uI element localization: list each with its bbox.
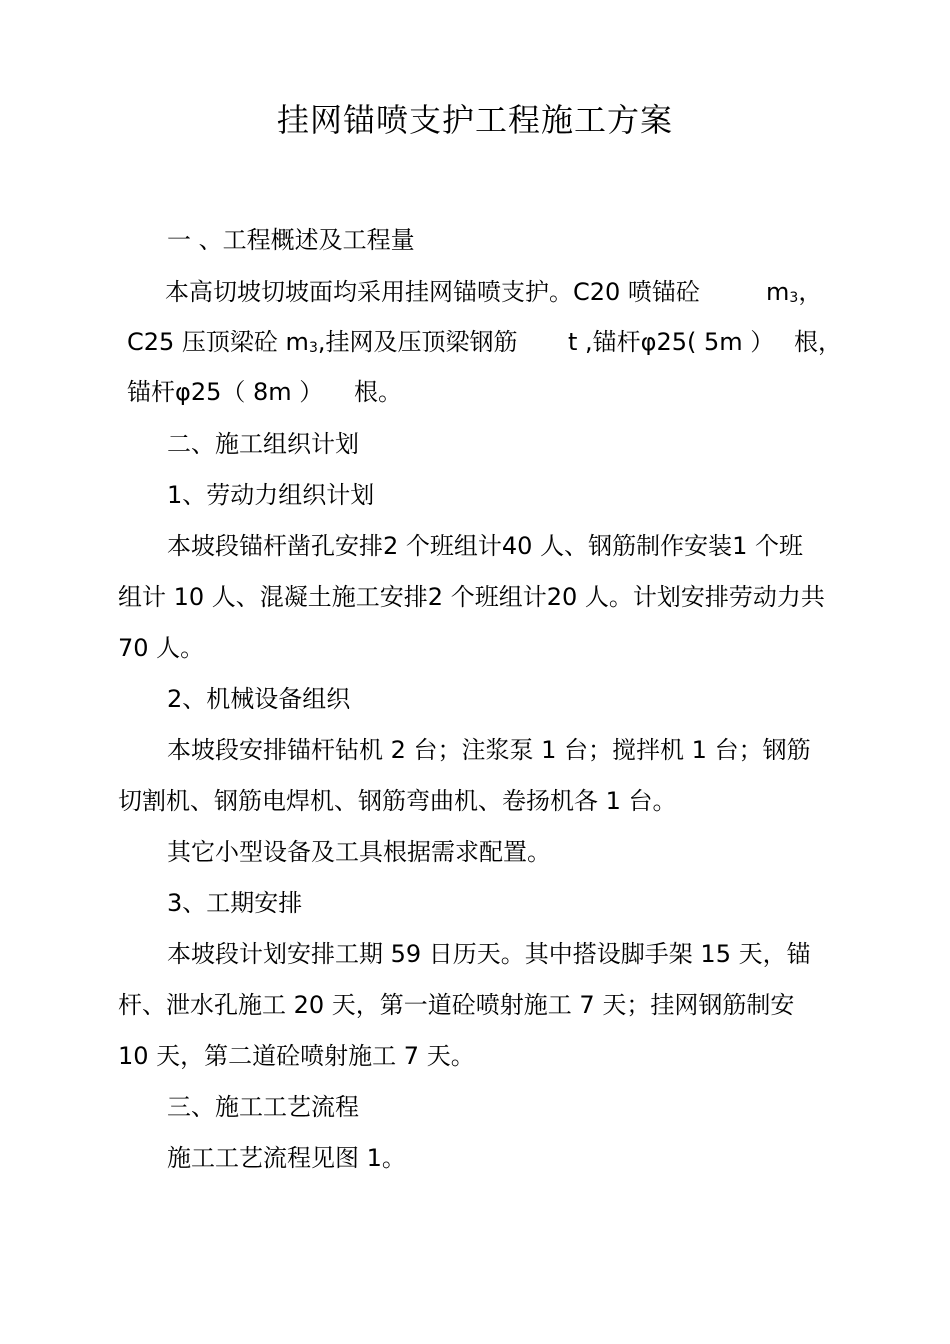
overview-text: 锚杆φ25（ 8m ）: [127, 378, 324, 406]
unit-m: m: [766, 278, 790, 306]
overview-line-2-end: [794, 325, 842, 359]
paragraph-line: 施工工艺流程见图 1。: [167, 1144, 406, 1172]
subheading-schedule: 3、工期安排: [167, 889, 303, 917]
overview-line-3-end: [354, 375, 402, 409]
paragraph-line: 本坡段计划安排工期 59 日历天。其中搭设脚手架 15 天，锚: [167, 940, 811, 968]
document-title: 挂网锚喷支护工程施工方案: [276, 101, 673, 139]
overview-text: C25 压顶梁砼 m: [127, 328, 309, 356]
overview-line-2-anchor: [568, 325, 774, 359]
unit-superscript: 3: [789, 290, 799, 306]
punctuation: ，: [798, 278, 823, 306]
overview-unit-1: [766, 275, 822, 309]
overview-text: ,挂网及压顶梁钢筋: [317, 328, 518, 356]
paragraph-line: 70 人。: [118, 634, 205, 662]
paragraph-line: 杆、泄水孔施工 20 天，第一道砼喷射施工 7 天；挂网钢筋制安: [118, 991, 795, 1019]
section-heading-organization: 二、施工组织计划: [167, 430, 359, 458]
paragraph-line: 切割机、钢筋电焊机、钢筋弯曲机、卷扬机各 1 台。: [118, 787, 677, 815]
section-heading-overview: 一 、工程概述及工程量: [167, 226, 415, 254]
section-heading-process: 三、施工工艺流程: [167, 1093, 359, 1121]
unit-superscript: 3: [308, 340, 318, 356]
overview-text: 根，: [794, 328, 842, 356]
overview-text: 根。: [354, 378, 402, 406]
overview-line-1: [165, 275, 700, 309]
subheading-labor: 1、劳动力组织计划: [167, 481, 375, 509]
overview-line-3: [127, 375, 323, 409]
subheading-equipment: 2、机械设备组织: [167, 685, 351, 713]
paragraph-line: 其它小型设备及工具根据需求配置。: [167, 838, 551, 866]
overview-text: t ,锚杆φ25( 5m ）: [568, 328, 775, 356]
paragraph-line: 本坡段安排锚杆钻机 2 台；注浆泵 1 台；搅拌机 1 台；钢筋: [167, 736, 811, 764]
paragraph-line: 本坡段锚杆凿孔安排2 个班组计40 人、钢筋制作安装1 个班: [167, 532, 803, 560]
paragraph-line: 组计 10 人、混凝土施工安排2 个班组计20 人。计划安排劳动力共: [118, 583, 825, 611]
overview-text: 本高切坡切坡面均采用挂网锚喷支护。C20 喷锚砼: [165, 278, 700, 306]
paragraph-line: 10 天，第二道砼喷射施工 7 天。: [118, 1042, 475, 1070]
overview-line-2: [127, 325, 518, 359]
